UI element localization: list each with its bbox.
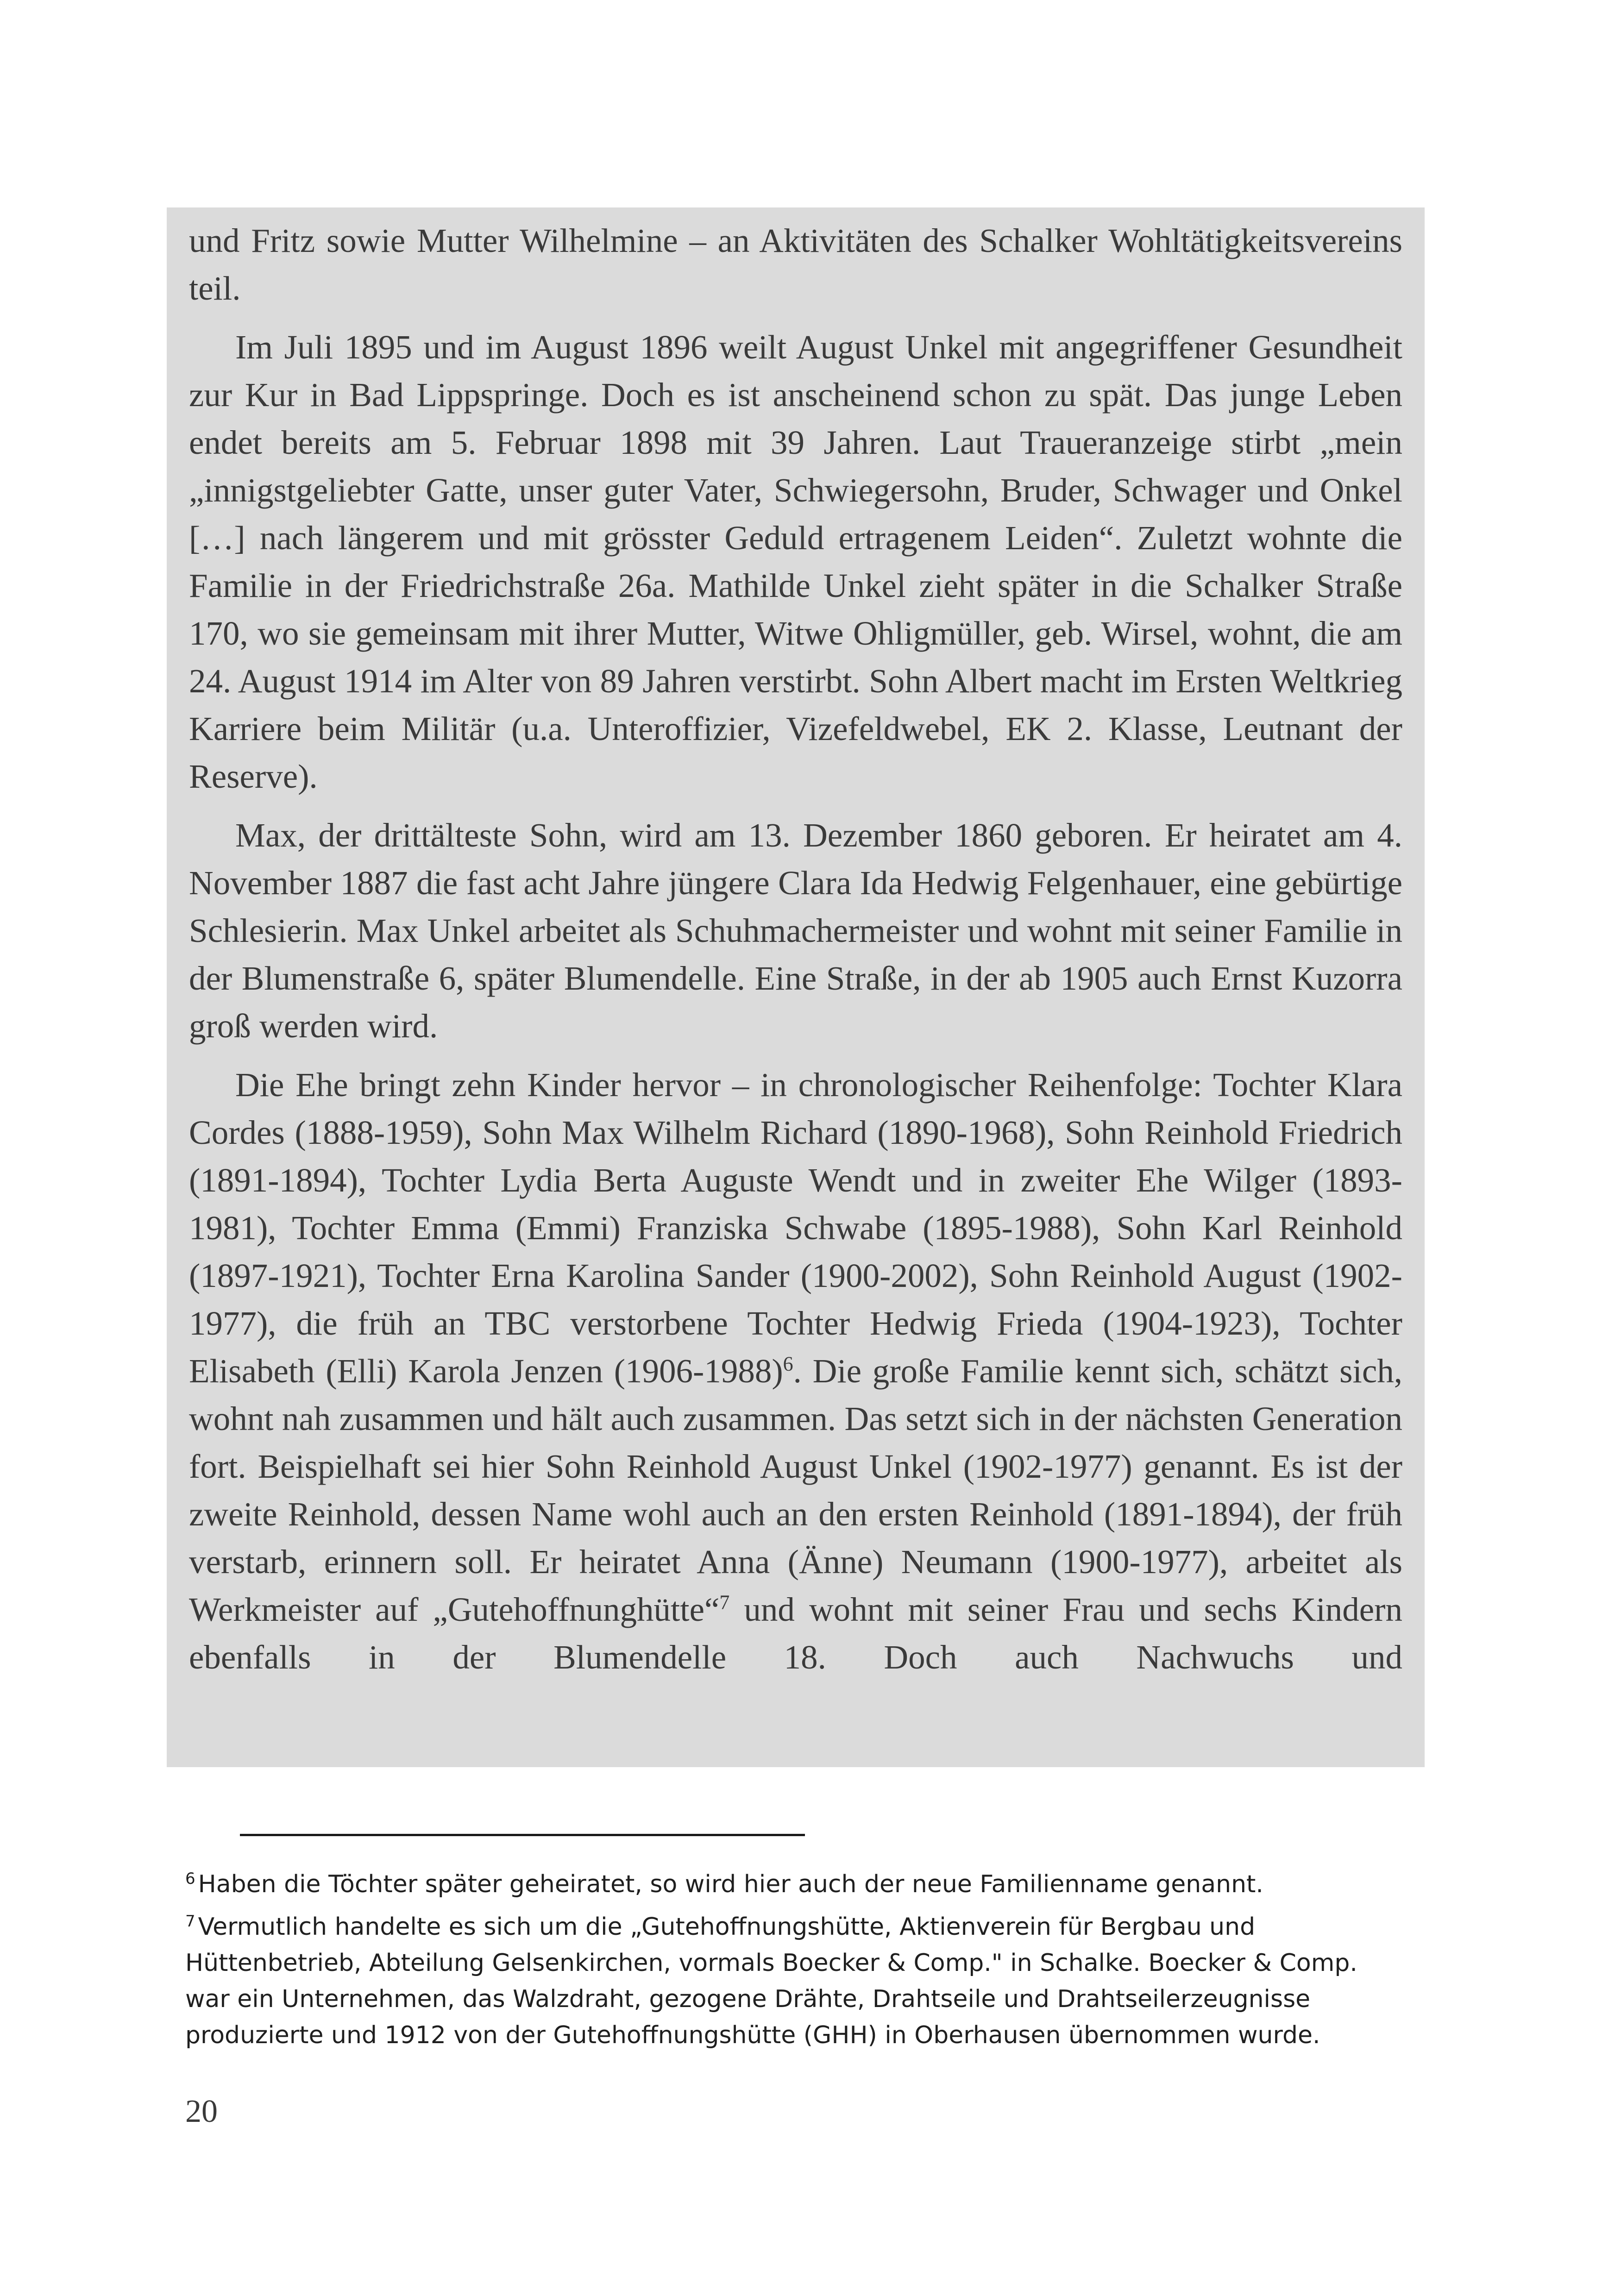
paragraph-4-part-1: Die Ehe bringt zehn Kinder hervor – in chronologischer Reihenfolge: Tochter Klara Cordes (1888-1959), Sohn Max Wilhelm Richard (1890-1968), Sohn Reinhold Friedrich (1891-1894), Tochter Lydia Berta Auguste Wendt und in zweiter Ehe Wilger (1893-1981), Tochter Emma (Emmi) Franziska Schwabe (1895-1988), Sohn Karl Reinhold (1897-1921), Tochter Erna Karolina Sander (1900-2002), Sohn Reinhold August (1902-1977), die früh an TBC verstorbene Tochter Hedwig Frieda (1904-1923), Tochter Elisabeth (Elli) Karola Jenzen (1906-1988)	[189, 1066, 1402, 1390]
paragraph-3: Max, der drittälteste Sohn, wird am 13. Dezember 1860 geboren. Er heiratet am 4. November 1887 die fast acht Jahre jüngere Clara Ida Hedwig Felgenhauer, eine gebürtige Schlesierin. Max Unkel arbeitet als Schuhmachermeister und wohnt mit seiner Familie in der Blumenstraße 6, später Blumendelle. Eine Straße, in der ab 1905 auch Ernst Kuzorra groß werden wird.	[189, 816, 1402, 1045]
footnote-ref-7[interactable]: 7	[719, 1591, 730, 1614]
footnote-text-6: Haben die Töchter später geheiratet, so wird hier auch der neue Familienname genannt.	[198, 1870, 1263, 1898]
footnote-7	[185, 1909, 1399, 2053]
footnote-number-7: 7	[185, 1912, 195, 1931]
paragraph-4-part-2: . Die große Familie kennt sich, schätzt sich, wohnt nah zusammen und hält auch zusammen. Das setzt sich in der nächsten Generation fort. Beispielhaft sei hier Sohn Reinhold August Unkel (1902-1977) genannt. Es ist der zweite Reinhold, dessen Name wohl auch an den ersten Reinhold (1891-1894), der früh verstarb, erinnern soll. Er heiratet Anna (Änne) Neumann (1900-1977), arbeitet als Werkmeister auf „Gutehoffnunghütte“	[189, 1352, 1402, 1628]
highlighted-text-box	[167, 207, 1425, 1767]
footnote-ref-6[interactable]: 6	[783, 1352, 793, 1375]
footnote-separator	[240, 1834, 805, 1836]
footnotes	[185, 1866, 1399, 2060]
paragraph-4	[189, 1061, 1402, 1681]
footnote-6	[185, 1866, 1399, 1902]
footnote-text-7: Vermutlich handelte es sich um die „Gutehoffnungshütte, Aktienverein für Bergbau und Hüttenbetrieb, Abteilung Gelsenkirchen, vormals Boecker & Comp." in Schalke. Boecker & Comp. war ein Unternehmen, das Walzdraht, gezogene Drähte, Drahtseile und Drahtseilerzeugnisse produzierte und 1912 von der Gutehoffnungshütte (GHH) in Oberhausen übernommen wurde.	[185, 1913, 1357, 2049]
paragraph-4-part-3: und wohnt mit seiner Frau und sechs Kindern ebenfalls in der Blumendelle 18. Doch auch Nachwuchs und	[189, 1591, 1402, 1676]
paragraph-2: Im Juli 1895 und im August 1896 weilt August Unkel mit angegriffener Gesundheit zur Kur in Bad Lippspringe. Doch es ist anscheinend schon zu spät. Das junge Leben endet bereits am 5. Februar 1898 mit 39 Jahren. Laut Traueranzeige stirbt „mein „innigstgeliebter Gatte, unser guter Vater, Schwiegersohn, Bruder, Schwager und Onkel […] nach längerem und mit grösster Geduld ertragenem Leiden“. Zuletzt wohnte die Familie in der Friedrichstraße 26a. Mathilde Unkel zieht später in die Schalker Straße 170, wo sie gemeinsam mit ihrer Mutter, Witwe Ohligmüller, geb. Wirsel, wohnt, die am 24. August 1914 im Alter von 89 Jahren verstirbt. Sohn Albert macht im Ersten Weltkrieg Karriere beim Militär (u.a. Unteroffizier, Vizefeldwebel, EK 2. Klasse, Leutnant der Reserve).	[189, 328, 1402, 795]
paragraph-1: und Fritz sowie Mutter Wilhelmine – an Aktivitäten des Schalker Wohltätigkeitsvereins teil.	[189, 222, 1402, 307]
footnote-number-6: 6	[185, 1869, 195, 1888]
page-number: 20	[185, 2094, 218, 2129]
